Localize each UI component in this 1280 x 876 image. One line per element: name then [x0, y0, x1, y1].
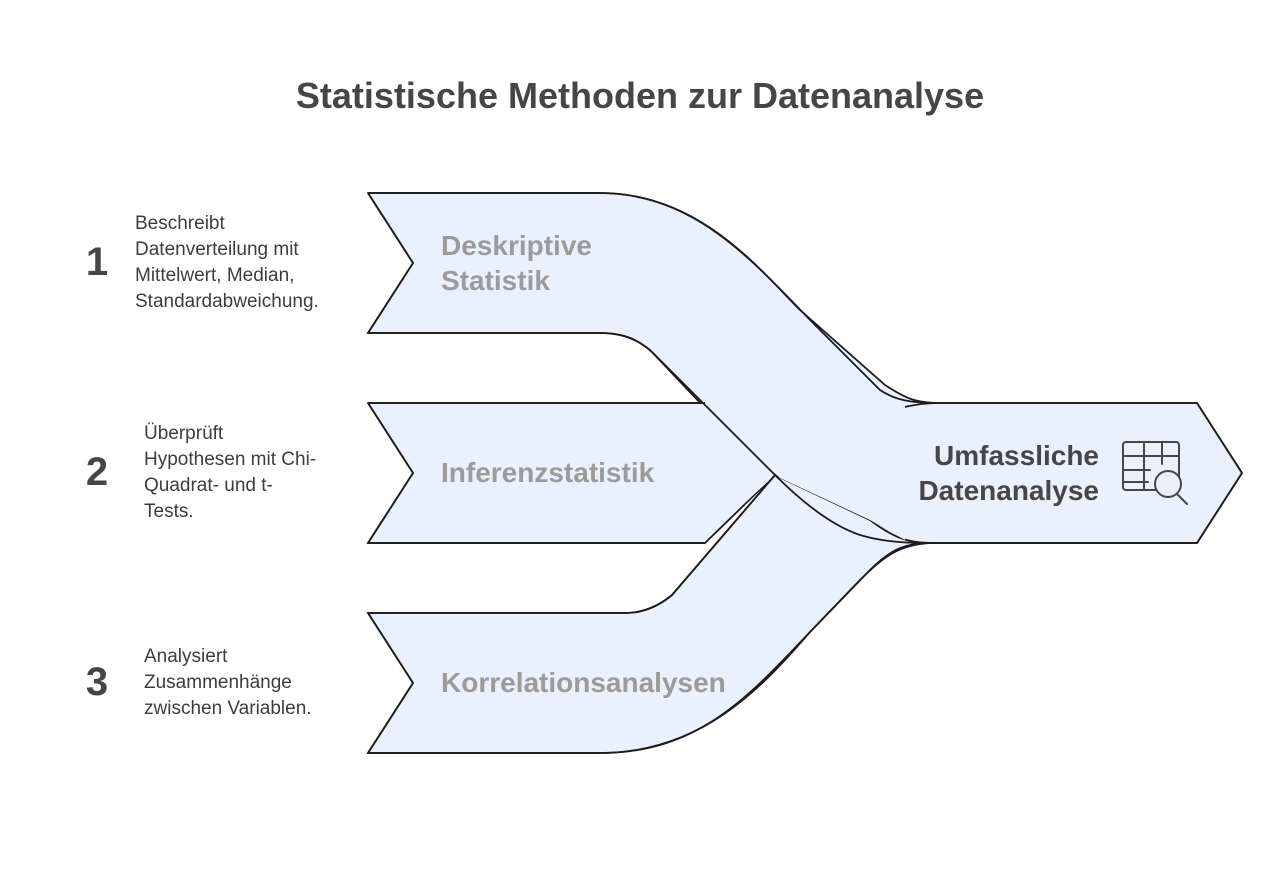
- step-description-line: Analysiert: [144, 646, 228, 667]
- step-description-line: Hypothesen mit Chi-: [144, 449, 317, 470]
- step-description-line: Quadrat- und t-: [144, 475, 273, 496]
- result-label-line-2: Datenanalyse: [918, 475, 1099, 506]
- step-description-line: Beschreibt: [135, 213, 225, 234]
- stage-label-2: Inferenzstatistik: [441, 457, 655, 488]
- step-number-1: 1: [85, 240, 109, 284]
- stage-label-3: Korrelationsanalysen: [441, 667, 726, 698]
- step-description-line: Mittelwert, Median,: [135, 265, 295, 286]
- result-label-line-1: Umfassliche: [934, 440, 1099, 471]
- step-description-line: Datenverteilung mit: [135, 239, 299, 260]
- diagram-title: Statistische Methoden zur Datenanalyse: [295, 75, 985, 116]
- step-description-line: Tests.: [144, 501, 194, 522]
- step-description-line: Standardabweichung.: [135, 291, 319, 312]
- step-description-line: zwischen Variablen.: [144, 698, 312, 719]
- step-number-2: 2: [85, 450, 109, 494]
- step-description-line: Überprüft: [144, 423, 224, 444]
- step-number-3: 3: [85, 660, 109, 704]
- step-description-line: Zusammenhänge: [144, 672, 292, 693]
- stage-label-1-line-1: Deskriptive: [441, 230, 592, 261]
- stage-label-1-line-2: Statistik: [441, 265, 550, 296]
